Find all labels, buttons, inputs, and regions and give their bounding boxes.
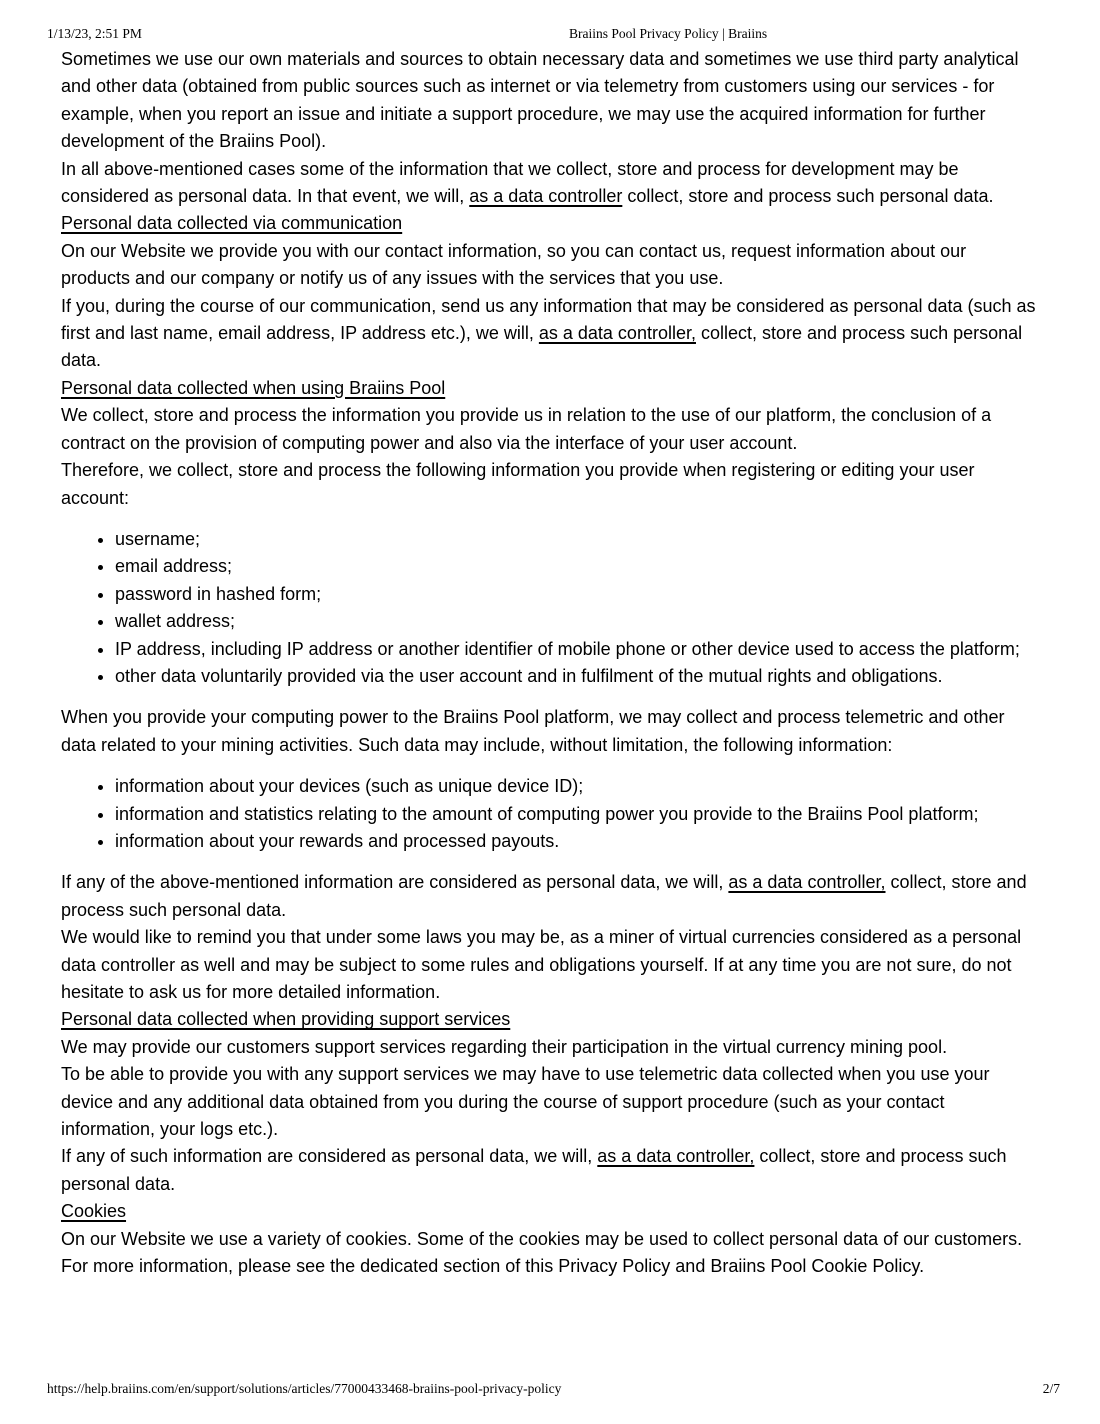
text-segment: collect, store and process such personal data. bbox=[61, 1146, 1007, 1194]
text-segment: We may provide our customers support services regarding their participation in the virtual currency mining pool. bbox=[61, 1036, 948, 1057]
section-heading-text: Personal data collected when using Braiins Pool bbox=[61, 377, 446, 398]
bullet-list bbox=[61, 526, 1036, 690]
list-item-text: password in hashed form; bbox=[115, 583, 322, 604]
paragraph bbox=[61, 1034, 1036, 1061]
list-item-text: information and statistics relating to the amount of computing power you provide to the Braiins Pool platform; bbox=[115, 803, 979, 824]
list-item bbox=[115, 663, 1036, 690]
text-segment: In all above-mentioned cases some of the information that we collect, store and process for development may be considered as personal data. In that event, we will, bbox=[61, 158, 959, 207]
paragraph bbox=[61, 156, 1036, 211]
inline-link[interactable]: as a data controller bbox=[469, 186, 623, 207]
page-number: 2/7 bbox=[1042, 1381, 1060, 1396]
text-segment: collect, store and process such personal data. bbox=[622, 186, 994, 207]
section-heading bbox=[61, 375, 1036, 402]
list-item-text: IP address, including IP address or another identifier of mobile phone or other device used to access the platform; bbox=[115, 638, 1020, 659]
text-segment: When you provide your computing power to the Braiins Pool platform, we may collect and process telemetric and other data related to your mining activities. Such data may include, without limitation, the following information: bbox=[61, 707, 1005, 755]
list-item bbox=[115, 526, 1036, 553]
section-heading bbox=[61, 1198, 1036, 1225]
inline-link[interactable]: as a data controller, bbox=[538, 323, 696, 344]
list-item-text: wallet address; bbox=[115, 611, 236, 632]
text-segment: Therefore, we collect, store and process the following information you provide when registering or editing your user account: bbox=[61, 460, 975, 508]
text-segment: On our Website we use a variety of cookies. Some of the cookies may be used to collect personal data of our customers. bbox=[61, 1228, 1023, 1249]
list-item bbox=[115, 828, 1036, 855]
print-header bbox=[47, 26, 1053, 44]
list-item-text: other data voluntarily provided via the user account and in fulfilment of the mutual rights and obligations. bbox=[115, 665, 943, 686]
document-body bbox=[61, 46, 1036, 1280]
list-item bbox=[115, 773, 1036, 800]
paragraph bbox=[61, 46, 1036, 156]
list-item-text: information about your rewards and processed payouts. bbox=[115, 830, 560, 851]
list-item-text: email address; bbox=[115, 556, 233, 577]
inline-link[interactable]: as a data controller, bbox=[597, 1146, 755, 1167]
paragraph bbox=[61, 1143, 1036, 1198]
bullet-list bbox=[61, 773, 1036, 855]
text-segment: collect, store and process such personal data. bbox=[61, 323, 1023, 371]
text-segment: On our Website we provide you with our contact information, so you can contact us, request information about our products and our company or notify us of any issues with the services that you use. bbox=[61, 240, 967, 289]
paragraph bbox=[61, 704, 1036, 759]
text-segment: If you, during the course of our communication, send us any information that may be considered as personal data (such as first and last name, email address, IP address etc.), we will, bbox=[61, 295, 1036, 344]
list-item bbox=[115, 801, 1036, 828]
text-segment: If any of such information are considered as personal data, we will, bbox=[61, 1146, 598, 1167]
paragraph bbox=[61, 924, 1036, 1006]
paragraph bbox=[61, 869, 1036, 924]
paragraph bbox=[61, 1061, 1036, 1143]
print-footer bbox=[47, 1381, 1060, 1399]
paragraph bbox=[61, 238, 1036, 293]
list-item bbox=[115, 581, 1036, 608]
text-segment: To be able to provide you with any support services we may have to use telemetric data collected when you use your device and any additional data obtained from you during the course of support procedure (such as your contact information, your logs etc.). bbox=[61, 1064, 990, 1140]
paragraph bbox=[61, 1253, 1036, 1280]
text-segment: We collect, store and process the information you provide us in relation to the use of our platform, the conclusion of a contract on the provision of computing power and also via the interface of your user account. bbox=[61, 405, 992, 453]
list-item bbox=[115, 636, 1036, 663]
source-url: https://help.braiins.com/en/support/solutions/articles/77000433468-braiins-pool-privacy-policy bbox=[47, 1381, 562, 1396]
section-heading-text: Personal data collected via communication bbox=[61, 213, 403, 234]
paragraph bbox=[61, 457, 1036, 512]
text-segment: We would like to remind you that under some laws you may be, as a miner of virtual currencies considered as a personal data controller as well and may be subject to some rules and obligations yourself. If at any time you are not sure, do not hesitate to ask us for more detailed information. bbox=[61, 927, 1022, 1002]
section-heading-text: Cookies bbox=[61, 1201, 127, 1222]
text-segment: For more information, please see the dedicated section of this Privacy Policy and Braiins Pool Cookie Policy. bbox=[61, 1256, 925, 1277]
list-item bbox=[115, 553, 1036, 580]
section-heading bbox=[61, 210, 1036, 237]
list-item bbox=[115, 608, 1036, 635]
print-datetime: 1/13/23, 2:51 PM bbox=[47, 26, 142, 41]
section-heading bbox=[61, 1006, 1036, 1033]
text-segment: collect, store and process such personal data. bbox=[61, 872, 1027, 920]
paragraph bbox=[61, 1226, 1036, 1253]
list-item-text: information about your devices (such as unique device ID); bbox=[115, 776, 584, 797]
text-segment: If any of the above-mentioned information are considered as personal data, we will, bbox=[61, 872, 729, 893]
section-heading-text: Personal data collected when providing support services bbox=[61, 1009, 511, 1030]
list-item-text: username; bbox=[115, 528, 201, 549]
inline-link[interactable]: as a data controller, bbox=[728, 872, 886, 893]
print-doc-title: Braiins Pool Privacy Policy | Braiins bbox=[569, 26, 768, 41]
text-segment: Sometimes we use our own materials and sources to obtain necessary data and sometimes we use third party analytical and other data (obtained from public sources such as internet or via telemetry from customers using our services - for example, when you report an issue and initiate a support procedure, we may use the acquired information for further development of the Braiins Pool). bbox=[61, 49, 1019, 152]
paragraph bbox=[61, 402, 1036, 457]
paragraph bbox=[61, 293, 1036, 375]
